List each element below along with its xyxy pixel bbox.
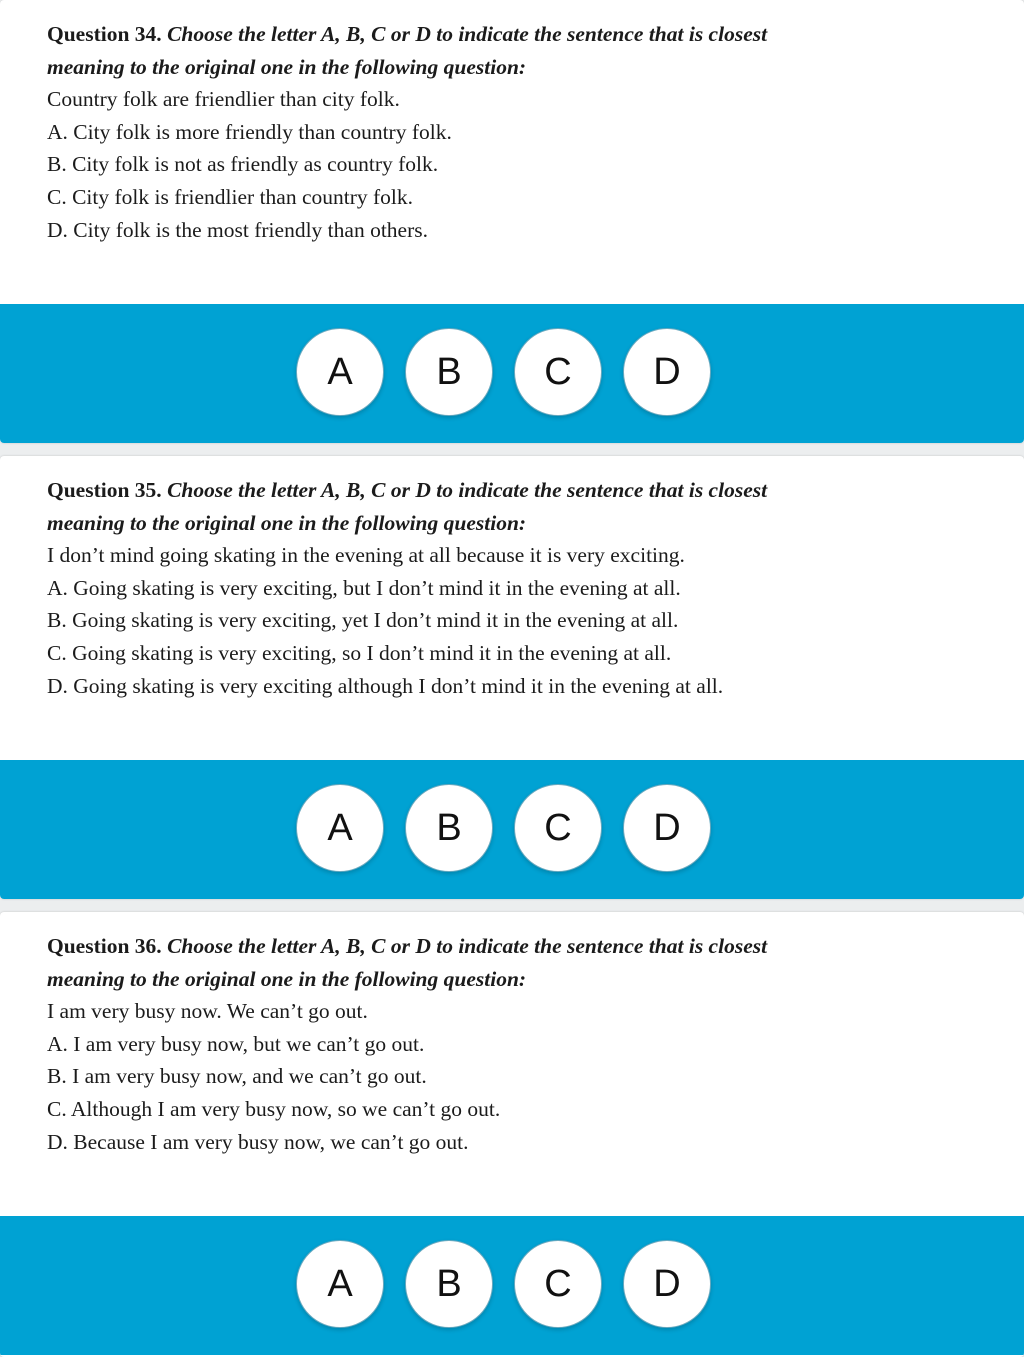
answer-b-button[interactable]: B <box>405 1240 493 1328</box>
question-body <box>47 474 987 702</box>
question-instruction: Choose the letter A, B, C or D to indicate the sentence that is closest <box>167 934 768 958</box>
option-a-text: A. Going skating is very exciting, but I don’t mind it in the evening at all. <box>47 575 681 600</box>
option-d-text: D. City folk is the most friendly than others. <box>47 217 428 242</box>
question-instruction-cont <box>47 507 987 540</box>
answer-a-button[interactable]: A <box>296 784 384 872</box>
answer-d-button[interactable]: D <box>623 1240 711 1328</box>
option-d-text: D. Because I am very busy now, we can’t go out. <box>47 1129 469 1154</box>
option-a-text: A. City folk is more friendly than country folk. <box>47 119 452 144</box>
question-prompt: Country folk are friendlier than city folk. <box>47 87 400 112</box>
answer-c-button[interactable]: C <box>514 784 602 872</box>
question-heading <box>47 18 987 51</box>
answer-a-button[interactable]: A <box>296 1240 384 1328</box>
answer-b-button[interactable]: B <box>405 784 493 872</box>
question-card-35 <box>0 456 1024 899</box>
answer-c-button[interactable]: C <box>514 1240 602 1328</box>
question-number: Question 34. <box>47 22 162 46</box>
option-c-text: C. City folk is friendlier than country folk. <box>47 184 414 209</box>
question-instruction: Choose the letter A, B, C or D to indicate the sentence that is closest <box>167 22 768 46</box>
answer-a-button[interactable]: A <box>296 328 384 416</box>
option-c-text: C. Going skating is very exciting, so I don’t mind it in the evening at all. <box>47 640 672 665</box>
option-c-text: C. Although I am very busy now, so we can’t go out. <box>47 1096 501 1121</box>
question-body <box>47 18 987 246</box>
question-heading <box>47 474 987 507</box>
question-instruction: Choose the letter A, B, C or D to indicate the sentence that is closest <box>167 478 768 502</box>
answer-bar <box>0 304 1024 443</box>
question-instruction-line2: meaning to the original one in the following question: <box>47 510 527 535</box>
option-d-text: D. Going skating is very exciting although I don’t mind it in the evening at all. <box>47 673 724 698</box>
option-b-text: B. City folk is not as friendly as country folk. <box>47 152 439 177</box>
question-card-36 <box>0 912 1024 1357</box>
question-number: Question 36. <box>47 934 162 958</box>
question-instruction-line2: meaning to the original one in the following question: <box>47 966 527 991</box>
answer-bar <box>0 1216 1024 1355</box>
answer-bar <box>0 760 1024 899</box>
question-prompt: I don’t mind going skating in the evening at all because it is very exciting. <box>47 543 685 568</box>
question-prompt: I am very busy now. We can’t go out. <box>47 999 368 1024</box>
question-instruction-cont <box>47 51 987 84</box>
option-a-text: A. I am very busy now, but we can’t go out. <box>47 1031 425 1056</box>
question-card-34 <box>0 0 1024 443</box>
answer-d-button[interactable]: D <box>623 784 711 872</box>
answer-c-button[interactable]: C <box>514 328 602 416</box>
option-b-text: B. I am very busy now, and we can’t go out. <box>47 1064 427 1089</box>
question-instruction-cont <box>47 963 987 996</box>
question-number: Question 35. <box>47 478 162 502</box>
question-heading <box>47 930 987 963</box>
answer-b-button[interactable]: B <box>405 328 493 416</box>
option-b-text: B. Going skating is very exciting, yet I don’t mind it in the evening at all. <box>47 608 679 633</box>
question-body <box>47 930 987 1158</box>
answer-d-button[interactable]: D <box>623 328 711 416</box>
question-instruction-line2: meaning to the original one in the following question: <box>47 54 527 79</box>
